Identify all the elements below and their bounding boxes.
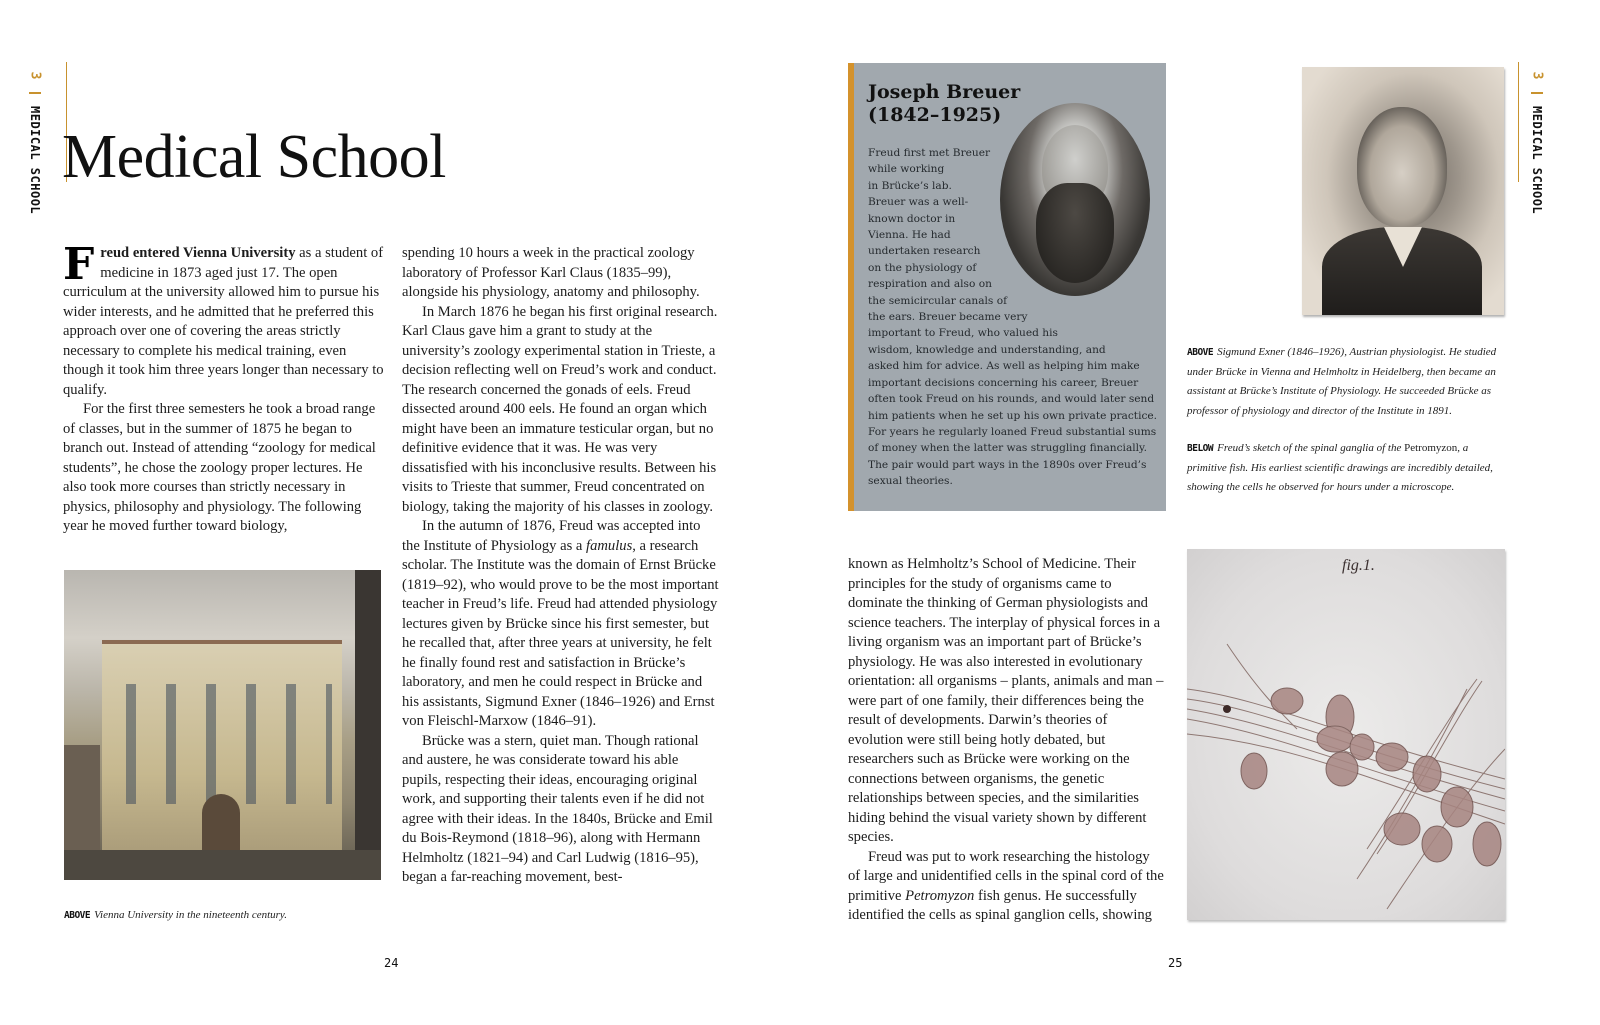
breuer-sidebar xyxy=(848,63,1166,511)
vienna-caption xyxy=(64,906,384,926)
caption-tag: ABOVE xyxy=(64,910,91,921)
chapter-number: 3 xyxy=(27,71,43,80)
paragraph xyxy=(63,239,385,400)
sidebar-line: undertaken research xyxy=(868,245,981,258)
chapter-separator xyxy=(29,92,41,94)
sidebar-line: while working xyxy=(868,163,945,176)
sidebar-line: For years he regularly loaned Freud substantial sums xyxy=(868,425,1157,438)
page-number-right: 25 xyxy=(1168,956,1183,970)
paragraph xyxy=(848,848,1164,926)
caption-text: Vienna University in the nineteenth century. xyxy=(94,909,287,921)
sidebar-line: Freud first met Breuer xyxy=(868,147,991,159)
paragraph xyxy=(402,517,720,732)
body-column-2 xyxy=(402,244,720,888)
paragraph-text: as a student of medicine in 1873 aged just 17. The open curriculum at the university allowed him to pursue his wider interests, and he admitted that he preferred this approach over one of covering the areas strictly necessary to complete his medical training, even though it took him three years longer than necessary to qualify. xyxy=(63,245,384,398)
sidebar-title xyxy=(868,81,1020,127)
sidebar-title-dates: (1842–1925) xyxy=(868,104,1002,126)
sidebar-line: wisdom, knowledge and understanding, and xyxy=(868,343,1106,356)
body-column-3 xyxy=(848,555,1164,926)
caption-tag: BELOW xyxy=(1187,443,1214,454)
sidebar-line: the semicircular canals of xyxy=(868,294,1008,307)
body-column-1 xyxy=(63,239,385,537)
chapter-title: Medical School xyxy=(62,123,446,191)
sidebar-line: sexual theories. xyxy=(868,475,953,488)
caption-text: Freud’s sketch of the spinal ganglia of the xyxy=(1217,442,1405,454)
image-building xyxy=(102,640,342,860)
right-captions xyxy=(1187,343,1505,516)
sidebar-line: important to Freud, who valued his xyxy=(868,327,1058,340)
sidebar-line: asked him for advice. As well as helping him make xyxy=(868,360,1140,373)
paragraph: Brücke was a stern, quiet man. Though rational and austere, he was considerate toward his able pupils, respecting their ideas, encouraging original work, and supporting their talents even if he did not agree with their ideas. In the 1840s, Brücke and Emil du Bois-Reymond (1818–96), along with Hermann Helmholtz (1821–94) and Carl Ludwig (1816–95), began a far-reaching movement, best- xyxy=(402,732,713,885)
sidebar-line: Breuer was a well- xyxy=(868,196,969,209)
sidebar-line: in Brücke’s lab. xyxy=(868,179,952,192)
sidebar-line: The pair would part ways in the 1890s over Freud’s xyxy=(868,458,1147,471)
chapter-separator xyxy=(1531,92,1543,94)
paragraph: known as Helmholtz’s School of Medicine. Their principles for the study of organisms came to dominate the thinking of German physiologists and science teachers. The interplay of physical forces in a living organism was an important part of Brücke’s physiology. He was also interested in evolutionary orientation: all organisms – plants, animals and man – were part of one family, their differences being the result of developments. Darwin’s theories of evolution were still being hotly debated, but researchers such as Brücke were working on the connections between organisms, the genetic relationships between species, and the similarities hiding behind the visual variety shown by different species. xyxy=(848,556,1164,845)
sidebar-line: known doctor in xyxy=(868,212,956,225)
paragraph: In March 1876 he began his first original research. Karl Claus gave him a grant to study at the university’s zoology experimental station in Trieste, a decision reflecting well on Freud’s work and conduct. The research concerned the gonads of eels. Freud dissected around 400 eels. He found an organ which might have been an immature testicular organ, but no definitive evidence that it was. He was very dissatisfied with his inconclusive results. Between his visits to Trieste that summer, Freud concentrated on biology, taking the majority of his classes in zoology. xyxy=(402,303,718,515)
caption-tag: ABOVE xyxy=(1187,347,1214,358)
sidebar-line: the ears. Breuer became very xyxy=(868,311,1028,324)
sidebar-line: him patients when he set up his own private practice. xyxy=(868,409,1158,422)
exner-portrait-image xyxy=(1302,67,1504,315)
image-ground xyxy=(64,850,381,880)
vienna-university-image xyxy=(64,570,381,880)
drop-cap: F xyxy=(63,239,95,290)
chapter-label: MEDICAL SCHOOL xyxy=(28,106,42,215)
image-detail xyxy=(355,570,381,880)
sketch-figure-label: fig.1. xyxy=(1342,557,1375,574)
running-head-rule xyxy=(1518,62,1519,182)
caption-text: , a primitive fish. His earliest scientific drawings are incredibly detailed, showing the cells he observed for hours under a microscope. xyxy=(1187,442,1493,493)
ganglia-drawing xyxy=(1187,549,1505,920)
page-number-left: 24 xyxy=(384,956,399,970)
sidebar-line: often took Freud on his rounds, and would later send xyxy=(868,393,1155,406)
sidebar-text xyxy=(868,145,1158,490)
sidebar-title-name: Joseph Breuer xyxy=(868,81,1021,103)
sidebar-line: of money when the latter was struggling financially. xyxy=(868,442,1147,455)
caption-below xyxy=(1187,439,1505,498)
caption-upright-text: Petromyzon xyxy=(1404,442,1458,454)
sidebar-line: on the physiology of xyxy=(868,261,977,274)
chapter-label: MEDICAL SCHOOL xyxy=(1530,106,1544,215)
paragraph-text: , a research scholar. The Institute was the domain of Ernst Brücke (1819–92), who would prove to be the most important teacher in Freud’s life. Freud had attended physiology lectures given by Brücke since his first semester, but he recalled that, after three years at university, he felt he finally found rest and satisfaction in Brücke’s laboratory, and men he could respect in Brücke and his assistants, Sigmund Exner (1846–1926) and Ernst von Fleischl-Marxow (1846–91). xyxy=(402,537,719,729)
emphasis: famulus xyxy=(586,537,633,554)
paragraph-text: Freud was put to work researching the histology of large and unidentified cells in the spinal cord of the primitive xyxy=(848,848,1164,904)
emphasis: Petromyzon xyxy=(905,887,975,904)
paragraph-text: In the autumn of 1876, Freud was accepted into the Institute of Physiology as a xyxy=(402,518,701,554)
caption-text: Sigmund Exner (1846–1926), Austrian physiologist. He studied under Brücke in Vienna and Helmholtz in Heidelberg, then became an assistant at Brücke’s Institute of Physiology. He succeeded Brücke as professor of physiology and director of the Institute in 1891. xyxy=(1187,346,1497,417)
paragraph: spending 10 hours a week in the practical zoology laboratory of Professor Karl Claus (1835–99), alongside his physiology, anatomy and philosophy. xyxy=(402,245,700,300)
sidebar-line: important decisions concerning his career, Breuer xyxy=(868,376,1139,389)
paragraph: For the first three semesters he took a broad range of classes, but in the summer of 1875 he began to branch out. Instead of attending “zoology for medical students”, he chose the zoology proper lectures. He also took more courses than strictly necessary in physics, philosophy and physiology. The following year he moved further toward biology, xyxy=(63,401,376,534)
lead-in: reud entered Vienna University xyxy=(100,245,296,261)
sidebar-line: respiration and also on xyxy=(868,278,992,291)
sidebar-line: Vienna. He had xyxy=(868,229,951,242)
caption-above xyxy=(1187,343,1505,421)
portrait-head xyxy=(1357,107,1447,227)
paragraph-text: fish genus. He successfully identified the cells as spinal ganglion cells, showing xyxy=(848,887,1152,923)
spinal-ganglia-sketch-image xyxy=(1187,549,1505,920)
chapter-number: 3 xyxy=(1529,71,1545,80)
